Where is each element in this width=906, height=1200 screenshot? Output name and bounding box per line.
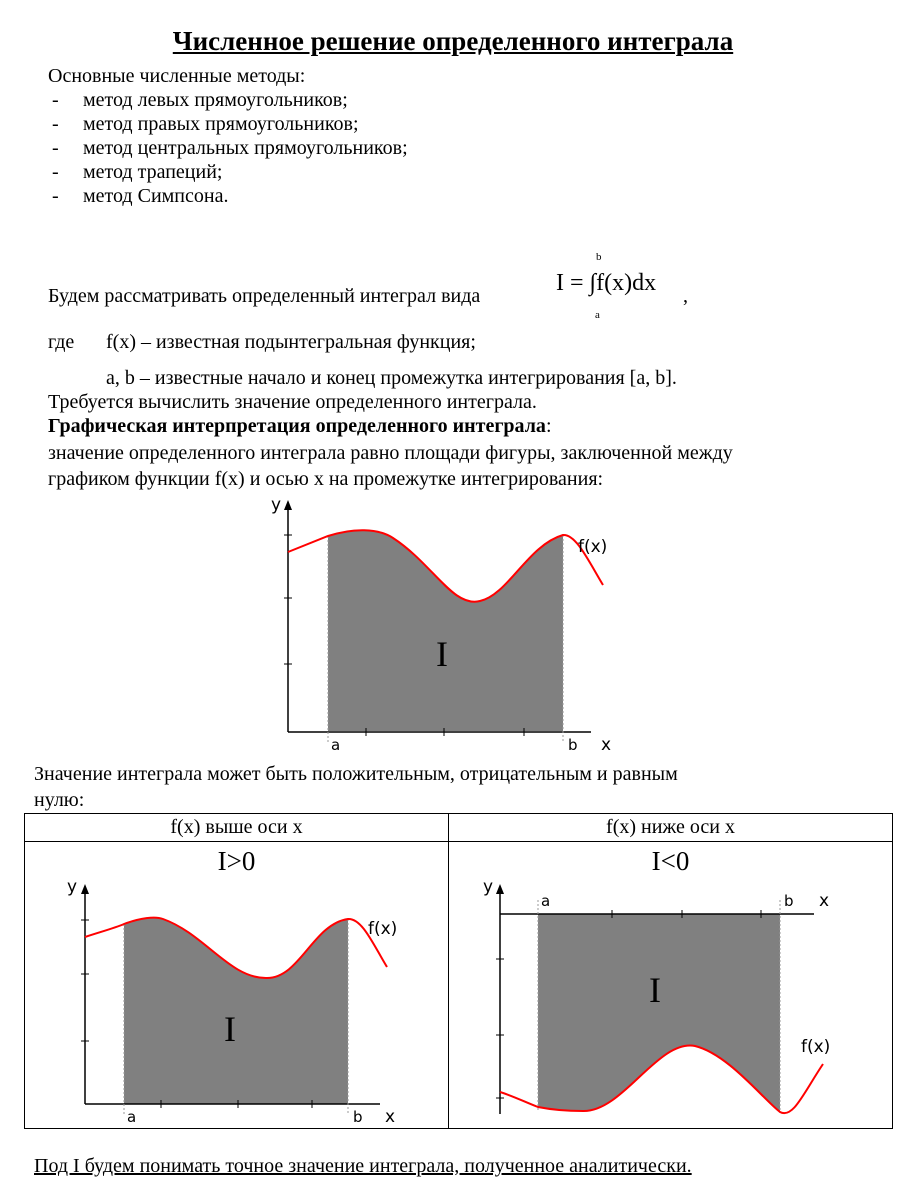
negative-integral-label: I<0 bbox=[651, 846, 690, 876]
main-integral-graph bbox=[258, 490, 638, 760]
y-axis-label: y bbox=[67, 877, 78, 897]
method-item: метод Симпсона. bbox=[83, 185, 229, 207]
graphic-text-2: графиком функции f(x) и осью x на промежутке интегрирования: bbox=[48, 468, 604, 490]
function-label: f(x) bbox=[578, 537, 608, 557]
integral-upper-limit: b bbox=[596, 251, 602, 263]
y-axis-label: y bbox=[271, 495, 282, 515]
where-label: где bbox=[48, 331, 75, 353]
positive-integral-label: I>0 bbox=[217, 846, 256, 876]
x-axis-label: x bbox=[601, 735, 612, 755]
area-label: I bbox=[436, 634, 448, 674]
task-text: Требуется вычислить значение определенного интеграла. bbox=[48, 391, 537, 413]
graphic-heading-colon: : bbox=[545, 415, 552, 437]
area-label: I bbox=[224, 1009, 236, 1049]
bullet-dash: - bbox=[52, 185, 59, 207]
x-axis-label: x bbox=[819, 891, 830, 911]
method-item: метод центральных прямоугольников; bbox=[83, 137, 408, 159]
a-label: a bbox=[127, 1108, 137, 1126]
table-header-divider bbox=[25, 841, 892, 842]
table-header-right: f(x) ниже оси x bbox=[606, 816, 735, 838]
area-above-curve bbox=[538, 914, 780, 1112]
sign-note-1: Значение интеграла может быть положительным, отрицательным и равным bbox=[34, 763, 678, 785]
method-item: метод трапеций; bbox=[83, 161, 223, 183]
y-axis-arrow bbox=[496, 884, 504, 894]
method-item: метод левых прямоугольников; bbox=[83, 89, 348, 111]
positive-integral-graph bbox=[65, 874, 445, 1129]
bullet-dash: - bbox=[52, 137, 59, 159]
sign-note-2: нулю: bbox=[34, 789, 85, 811]
y-axis-arrow bbox=[284, 500, 292, 510]
where-ab: a, b – известные начало и конец промежутка интегрирования [a, b]. bbox=[106, 367, 677, 389]
page-title: Численное решение определенного интеграла bbox=[172, 26, 734, 56]
comparison-table bbox=[24, 813, 893, 1129]
integral-lead: Будем рассматривать определенный интеграл вида bbox=[48, 285, 481, 307]
graphic-heading: Графическая интерпретация определенного интеграла bbox=[48, 415, 546, 437]
bullet-dash: - bbox=[52, 113, 59, 135]
formula-comma: , bbox=[683, 285, 688, 307]
method-item: метод правых прямоугольников; bbox=[83, 113, 359, 135]
y-axis-arrow bbox=[81, 884, 89, 894]
table-header-left: f(x) выше оси x bbox=[170, 816, 303, 838]
graphic-text-1: значение определенного интеграла равно площади фигуры, заключенной между bbox=[48, 442, 733, 464]
where-fx: f(x) – известная подынтегральная функция; bbox=[106, 331, 476, 353]
y-axis-label: y bbox=[483, 877, 494, 897]
integral-formula: I = ∫f(x)dx bbox=[556, 270, 657, 296]
integral-lower-limit: a bbox=[595, 309, 600, 321]
graphic-heading-line bbox=[48, 414, 552, 438]
methods-intro: Основные численные методы: bbox=[48, 65, 306, 87]
footer-note: Под I будем понимать точное значение интеграла, полученное аналитически. bbox=[34, 1155, 692, 1177]
bullet-dash: - bbox=[52, 161, 59, 183]
b-label: b bbox=[353, 1108, 363, 1126]
negative-integral-graph bbox=[483, 874, 883, 1129]
function-label: f(x) bbox=[368, 919, 398, 939]
area-under-curve bbox=[124, 918, 348, 1104]
a-label: a bbox=[331, 736, 341, 754]
bullet-dash: - bbox=[52, 89, 59, 111]
b-label: b bbox=[568, 736, 578, 754]
b-label: b bbox=[784, 892, 794, 910]
area-label: I bbox=[649, 970, 661, 1010]
x-axis-label: x bbox=[385, 1107, 396, 1127]
function-label: f(x) bbox=[801, 1037, 831, 1057]
a-label: a bbox=[541, 892, 551, 910]
